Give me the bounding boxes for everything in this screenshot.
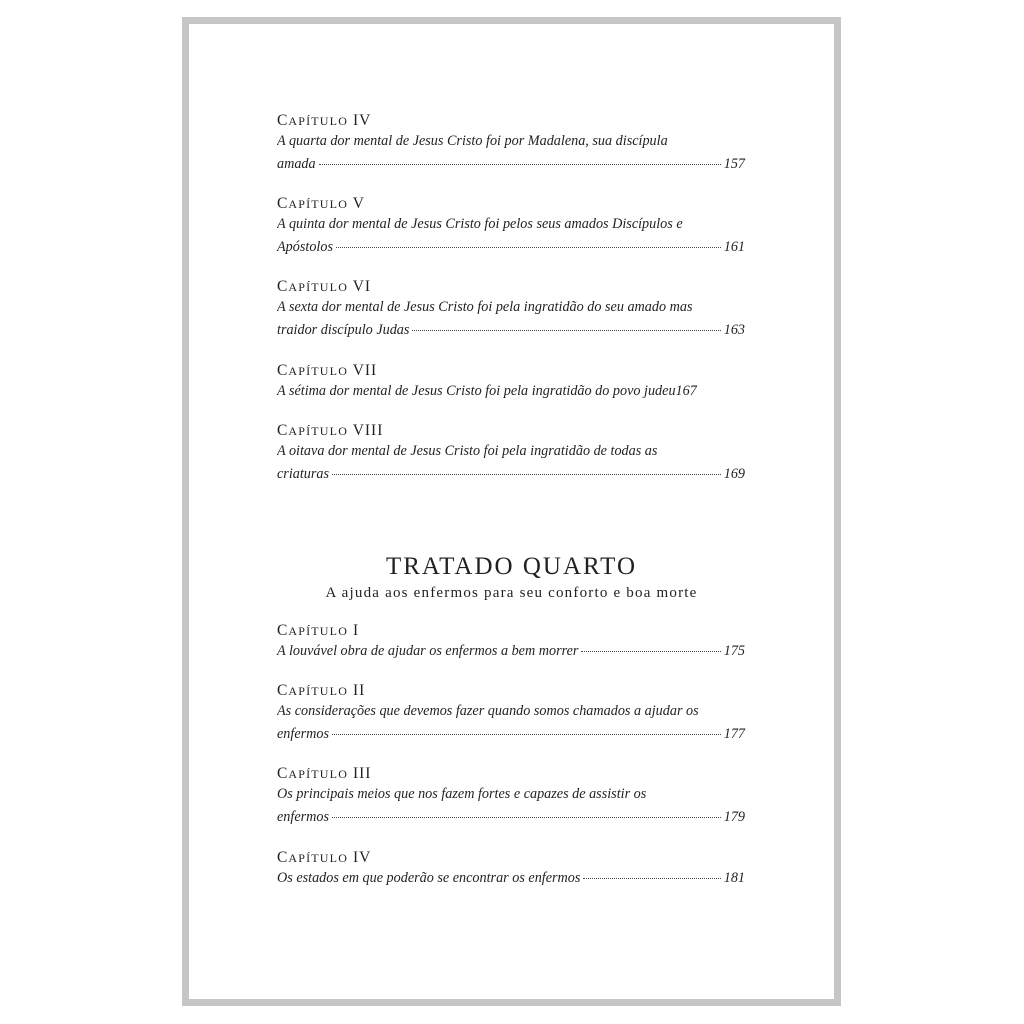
toc-entry-chapter-iv [277, 112, 747, 176]
chapter-label: CAPÍTULO IV [277, 849, 372, 866]
page-number: 179 [723, 809, 745, 825]
page-number: 177 [723, 726, 745, 742]
page-number: 167 [675, 383, 697, 399]
toc-entry-chapter-viii [277, 422, 747, 486]
chapter-title-line: A oitava dor mental de Jesus Cristo foi pela ingratidão de todas as [277, 443, 658, 459]
dot-leader [332, 474, 721, 475]
toc-entry-chapter-v [277, 195, 747, 259]
chapter-title-last-line: Apóstolos 161 [277, 236, 745, 259]
page-number: 161 [723, 239, 745, 255]
page-number: 175 [723, 643, 745, 659]
chapter-title-line: A quinta dor mental de Jesus Cristo foi pelos seus amados Discípulos e [277, 216, 683, 232]
dot-leader [581, 651, 720, 652]
chapter-title-last-line: A sétima dor mental de Jesus Cristo foi pela ingratidão do povo judeu 167 [277, 380, 745, 403]
chapter-title-line: A quarta dor mental de Jesus Cristo foi por Madalena, sua discípula [277, 133, 668, 149]
dot-leader [332, 817, 721, 818]
chapter-label: CAPÍTULO VII [277, 362, 378, 379]
chapter-label: CAPÍTULO VI [277, 278, 372, 295]
toc-entry-chapter-vii [277, 362, 747, 403]
chapter-title-last-line: Os estados em que poderão se encontrar os enfermos 181 [277, 867, 745, 890]
chapter-label: CAPÍTULO III [277, 765, 372, 782]
dot-leader [336, 247, 721, 248]
chapter-title-line: Os principais meios que nos fazem fortes e capazes de assistir os [277, 786, 647, 802]
toc-entry-t4-chapter-iv [277, 849, 747, 890]
chapter-label: CAPÍTULO I [277, 622, 360, 639]
toc-entry-t4-chapter-iii [277, 765, 747, 829]
chapter-title-line: As considerações que devemos fazer quando somos chamados a ajudar os [277, 703, 699, 719]
page-number: 163 [723, 322, 745, 338]
chapter-title-last-line: enfermos 177 [277, 723, 745, 746]
chapter-title-last-line: criaturas 169 [277, 463, 745, 486]
treatise-subtitle: A ajuda aos enfermos para seu conforto e boa morte [325, 585, 698, 601]
chapter-title-last-line: enfermos 179 [277, 806, 745, 829]
chapter-title-last-line: traidor discípulo Judas 163 [277, 319, 745, 342]
toc-entry-t4-chapter-ii [277, 682, 747, 746]
page-number: 157 [723, 156, 745, 172]
chapter-title-line: A sexta dor mental de Jesus Cristo foi pela ingratidão do seu amado mas [277, 299, 693, 315]
dot-leader [412, 330, 720, 331]
dot-leader [583, 878, 720, 879]
chapter-label: CAPÍTULO IV [277, 112, 372, 129]
page-number: 169 [723, 466, 745, 482]
chapter-title-last-line: A louvável obra de ajudar os enfermos a bem morrer 175 [277, 640, 745, 663]
chapter-label: CAPÍTULO II [277, 682, 366, 699]
page-number: 181 [723, 870, 745, 886]
treatise-title: TRATADO QUARTO [385, 553, 638, 580]
toc-entry-chapter-vi [277, 278, 747, 342]
dot-leader [319, 164, 721, 165]
chapter-label: CAPÍTULO VIII [277, 422, 384, 439]
chapter-title-last-line: amada 157 [277, 153, 745, 176]
chapter-label: CAPÍTULO V [277, 195, 365, 212]
dot-leader [332, 734, 721, 735]
toc-entry-t4-chapter-i [277, 622, 747, 663]
